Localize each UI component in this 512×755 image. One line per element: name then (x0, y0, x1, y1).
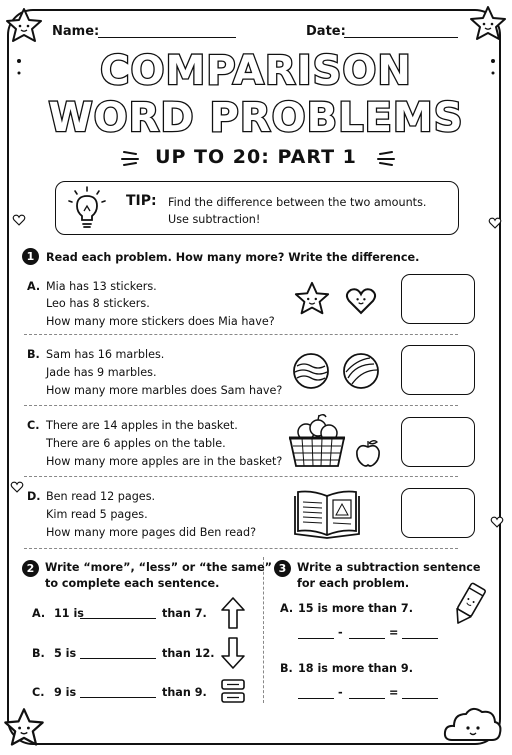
blank-2b[interactable] (80, 658, 156, 659)
blank-2a[interactable] (80, 618, 156, 619)
item-2b-letter: B. (32, 647, 45, 660)
problem-c-line-1: There are 14 apples in the basket. (46, 419, 238, 432)
item-2a-right: than 7. (162, 607, 207, 620)
cloud-icon (442, 700, 504, 748)
arrow-down-icon (220, 636, 246, 670)
problem-d-line-3: How many more pages did Ben read? (46, 526, 257, 539)
sparkle-lines-icon (364, 148, 396, 168)
divider (24, 476, 458, 477)
problem-a-line-2: Leo has 8 stickers. (46, 297, 150, 310)
corner-star-icon (468, 4, 508, 44)
problem-d-letter: D. (27, 490, 41, 503)
answer-box-a[interactable] (401, 274, 475, 324)
blank-2c[interactable] (80, 697, 156, 698)
title-line-2: WORD PROBLEMS (48, 95, 464, 141)
sparkle-lines-icon (120, 148, 152, 168)
problem-c-letter: C. (27, 419, 40, 432)
answer-box-d[interactable] (401, 488, 475, 538)
section-2-instruction-1: Write “more”, “less” or “the same” (45, 561, 273, 574)
equals-sign: = (389, 626, 399, 639)
decor-heart-icon (12, 213, 26, 227)
tip-text-1: Find the difference between the two amounts. (168, 196, 427, 209)
item-3a-letter: A. (280, 602, 294, 615)
blank-3b-3[interactable] (402, 698, 438, 699)
blank-3a-2[interactable] (349, 638, 385, 639)
divider (24, 334, 458, 335)
minus-sign: - (338, 626, 343, 639)
corner-star-icon (4, 6, 44, 46)
tip-text-2: Use subtraction! (168, 213, 261, 226)
section-2-badge: 2 (22, 560, 39, 577)
blank-3a-1[interactable] (298, 638, 334, 639)
problem-b-line-2: Jade has 9 marbles. (46, 366, 157, 379)
section-3-instruction-2: for each problem. (297, 577, 410, 590)
problem-a-line-3: How many more stickers does Mia have? (46, 315, 275, 328)
problem-a-line-1: Mia has 13 stickers. (46, 280, 157, 293)
heart-icon (342, 284, 380, 318)
minus-sign: - (338, 686, 343, 699)
problem-d-line-2: Kim read 5 pages. (46, 508, 148, 521)
decor-heart-icon (488, 216, 502, 230)
equals-icon (220, 678, 246, 704)
item-3a-text: 15 is more than 7. (298, 602, 413, 615)
item-2b-right: than 12. (162, 647, 215, 660)
section-2-instruction-2: to complete each sentence. (45, 577, 220, 590)
problem-a-letter: A. (27, 280, 41, 293)
problem-b-letter: B. (27, 348, 40, 361)
answer-box-c[interactable] (401, 417, 475, 467)
item-2c-right: than 9. (162, 686, 207, 699)
item-2b-left: 5 is (54, 647, 77, 660)
section-1-badge: 1 (22, 248, 39, 265)
problem-b-line-3: How many more marbles does Sam have? (46, 384, 283, 397)
problem-b-line-1: Sam has 16 marbles. (46, 348, 165, 361)
item-2a-left: 11 is (54, 607, 84, 620)
item-3b-letter: B. (280, 662, 293, 675)
item-3b-text: 18 is more than 9. (298, 662, 413, 675)
blank-3b-1[interactable] (298, 698, 334, 699)
section-3-instruction-1: Write a subtraction sentence (297, 561, 481, 574)
lightbulb-icon (66, 185, 108, 231)
date-field[interactable] (344, 37, 458, 38)
blank-3b-2[interactable] (349, 698, 385, 699)
subtitle: UP TO 20: PART 1 (155, 146, 357, 168)
star-icon (292, 280, 332, 318)
corner-star-icon (2, 706, 46, 750)
equals-sign: = (389, 686, 399, 699)
tip-label: TIP: (126, 193, 157, 209)
arrow-up-icon (220, 596, 246, 630)
pencil-icon (448, 578, 490, 630)
marble-icon (342, 352, 380, 390)
problem-c-line-2: There are 6 apples on the table. (46, 437, 226, 450)
section-3-badge: 3 (274, 560, 291, 577)
divider (24, 405, 458, 406)
blank-3a-3[interactable] (402, 638, 438, 639)
divider (24, 548, 458, 549)
title-line-1: COMPARISON (100, 48, 412, 94)
name-label: Name: (52, 24, 100, 39)
decor-heart-icon (10, 480, 24, 494)
marble-icon (292, 352, 330, 390)
item-2a-letter: A. (32, 607, 46, 620)
date-label: Date: (306, 24, 346, 39)
open-book-icon (292, 488, 362, 540)
problem-c-line-3: How many more apples are in the basket? (46, 455, 283, 468)
apple-basket-icon (286, 412, 348, 470)
problem-d-line-1: Ben read 12 pages. (46, 490, 156, 503)
name-field[interactable] (98, 37, 236, 38)
section-divider (263, 557, 264, 703)
item-2c-letter: C. (32, 686, 45, 699)
item-2c-left: 9 is (54, 686, 77, 699)
apple-icon (354, 438, 382, 468)
decor-heart-icon (490, 515, 504, 529)
section-1-instruction: Read each problem. How many more? Write the difference. (46, 251, 420, 264)
answer-box-b[interactable] (401, 345, 475, 395)
